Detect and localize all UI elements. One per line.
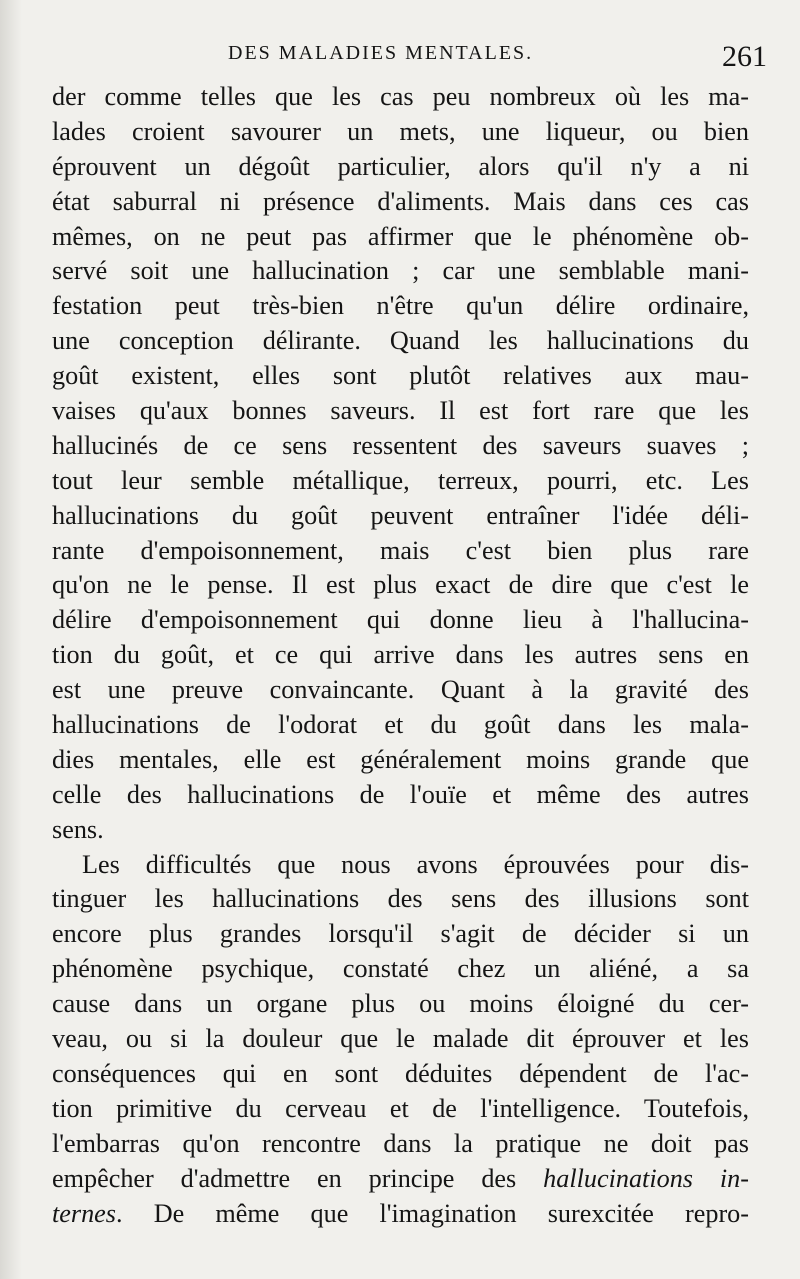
text-line: état saburral ni présence d'aliments. Mais dans ces cas (52, 186, 749, 216)
text-line: l'embarras qu'on rencontre dans la pratique ne doit pas (52, 1128, 749, 1158)
text-line: tion primitive du cerveau et de l'intelligence. Toutefois, (52, 1093, 749, 1123)
text-line (52, 1197, 749, 1232)
running-header (52, 40, 767, 76)
text-line: éprouvent un dégoût particulier, alors qu'il n'y a ni (52, 151, 749, 181)
text-line: dies mentales, elle est généralement moins grande que (52, 744, 749, 774)
text-line: délire d'empoisonnement qui donne lieu à l'hallucina- (52, 605, 749, 635)
text-line: der comme telles que les cas peu nombreux où les ma- (52, 82, 749, 111)
running-title: DES MALADIES MENTALES. (228, 42, 534, 64)
text-line: veau, ou si la douleur que le malade dit éprouver et les (52, 1024, 749, 1054)
text-line: lades croient savourer un mets, une liqueur, ou bien (52, 116, 749, 146)
text-line: mêmes, on ne peut pas affirmer que le phénomène ob- (52, 221, 749, 251)
text-line: est une preuve convaincante. Quant à la gravité des (52, 675, 749, 705)
text-line: goût existent, elles sont plutôt relatives aux mau- (52, 361, 749, 391)
text-segment: empêcher d'admettre en principe des (52, 1163, 517, 1193)
text-line: celle des hallucinations de l'ouïe et même des autres (52, 779, 749, 809)
italic-text: ternes (52, 1198, 116, 1228)
text-line: qu'on ne le pense. Il est plus exact de dire que c'est le (52, 570, 749, 600)
text-line: tinguer les hallucinations des sens des illusions sont (52, 884, 749, 914)
text-line: servé soit une hallucination ; car une semblable mani- (52, 256, 749, 286)
text-line: phénomène psychique, constaté chez un aliéné, a sa (52, 954, 749, 984)
text-line: encore plus grandes lorsqu'il s'agit de décider si un (52, 919, 749, 949)
text-line: rante d'empoisonnement, mais c'est bien plus rare (52, 535, 749, 565)
text-line: festation peut très-bien n'être qu'un délire ordinaire, (52, 291, 749, 321)
text-line: hallucinés de ce sens ressentent des saveurs suaves ; (52, 430, 749, 460)
paragraph-end-line: sens. (52, 814, 104, 844)
body-text (52, 80, 749, 1231)
text-line: tion du goût, et ce qui arrive dans les autres sens en (52, 640, 749, 670)
text-line: cause dans un organe plus ou moins éloigné du cer- (52, 989, 749, 1019)
paragraph-start-line: Les difficultés que nous avons éprouvées pour dis- (82, 849, 749, 879)
text-line (52, 1162, 749, 1197)
text-line: tout leur semble métallique, terreux, pourri, etc. Les (52, 465, 749, 495)
text-line: hallucinations du goût peuvent entraîner l'idée déli- (52, 500, 749, 530)
text-line: une conception délirante. Quand les hallucinations du (52, 326, 749, 356)
text-segment: . De même que l'imagination surexcitée repro- (116, 1198, 749, 1228)
page-number: 261 (722, 40, 767, 73)
italic-text: hallucinations in- (543, 1163, 749, 1193)
text-line: hallucinations de l'odorat et du goût dans les mala- (52, 710, 749, 740)
text-line: vaises qu'aux bonnes saveurs. Il est fort rare que les (52, 396, 749, 426)
text-line: conséquences qui en sont déduites dépendent de l'ac- (52, 1058, 749, 1088)
